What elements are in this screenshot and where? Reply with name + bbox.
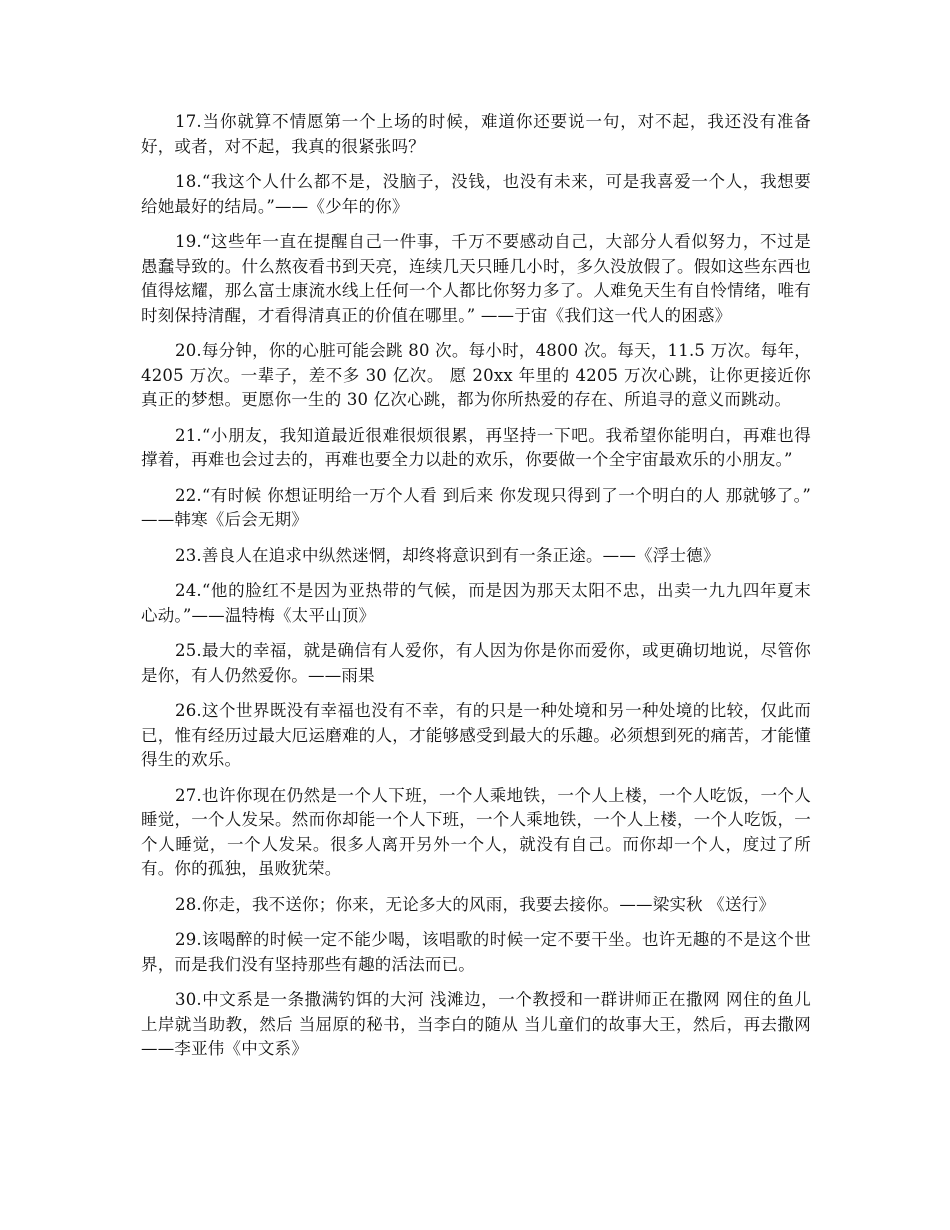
- quote-paragraph-25: 25.最大的幸福，就是确信有人爱你，有人因为你是你而爱你，或更确切地说，尽管你是你，有人仍然爱你。——雨果: [141, 641, 811, 685]
- quote-paragraph-19: 19.“这些年一直在提醒自己一件事，千万不要感动自己，大部分人看似努力，不过是愚蠢导致的。什么熬夜看书到天亮，连续几天只睡几小时，多久没放假了。假如这些东西也值得炫耀，那么富士康流水线上任何一个人都比你努力多了。人难免天生有自怜情绪，唯有时刻保持清醒，才看得清真正的价值在哪里。” ——于宙《我们这一代人的困惑》: [141, 232, 811, 325]
- quote-paragraph-27: 27.也许你现在仍然是一个人下班，一个人乘地铁，一个人上楼，一个人吃饭，一个人睡觉，一个人发呆。然而你却能一个人下班，一个人乘地铁，一个人上楼，一个人吃饭，一个人睡觉，一个人发呆。很多人离开另外一个人，就没有自己。而你却一个人，度过了所有。你的孤独，虽败犹荣。: [141, 785, 811, 878]
- quote-paragraph-26: 26.这个世界既没有幸福也没有不幸，有的只是一种处境和另一种处境的比较，仅此而已，惟有经历过最大厄运磨难的人，才能够感受到最大的乐趣。必须想到死的痛苦，才能懂得生的欢乐。: [141, 701, 811, 769]
- quote-paragraph-18: 18.“我这个人什么都不是，没脑子，没钱，也没有未来，可是我喜爱一个人，我想要给她最好的结局。”——《少年的你》: [141, 172, 811, 216]
- quote-paragraph-30: 30.中文系是一条撒满钓饵的大河 浅滩边，一个教授和一群讲师正在撒网 网住的鱼儿 上岸就当助教，然后 当屈原的秘书，当李白的随从 当儿童们的故事大王，然后，再去撒网 ——李亚伟《中文系》: [141, 990, 811, 1058]
- quote-paragraph-21: 21.“小朋友，我知道最近很难很烦很累，再坚持一下吧。我希望你能明白，再难也得撑着，再难也会过去的，再难也要全力以赴的欢乐，你要做一个全宇宙最欢乐的小朋友。”: [141, 425, 811, 469]
- quote-paragraph-24: 24.“他的脸红不是因为亚热带的气候，而是因为那天太阳不忠，出卖一九九四年夏末心动。”——温特梅《太平山顶》: [141, 581, 811, 625]
- quote-paragraph-20: 20.每分钟，你的心脏可能会跳 80 次。每小时，4800 次。每天，11.5 万次。每年，4205 万次。一辈子，差不多 30 亿次。 愿 20xx 年里的 4205 万次心跳，让你更接近你真正的梦想。更愿你一生的 30 亿次心跳，都为你所热爱的存在、所追寻的意义而跳动。: [141, 341, 811, 409]
- document-body: [141, 110, 811, 1073]
- quote-paragraph-29: 29.该喝醉的时候一定不能少喝，该唱歌的时候一定不要干坐。也许无趣的不是这个世界，而是我们没有坚持那些有趣的活法而已。: [141, 930, 811, 974]
- quote-paragraph-23: 23.善良人在追求中纵然迷惘，却终将意识到有一条正途。——《浮士德》: [175, 545, 720, 565]
- quote-paragraph-28: 28.你走，我不送你；你来，无论多大的风雨，我要去接你。——梁实秋 《送行》: [175, 894, 776, 914]
- quote-paragraph-22: 22.“有时候 你想证明给一万个人看 到后来 你发现只得到了一个明白的人 那就够了。” ——韩寒《后会无期》: [141, 485, 811, 529]
- quote-paragraph-17: 17.当你就算不情愿第一个上场的时候，难道你还要说一句，对不起，我还没有准备好，或者，对不起，我真的很紧张吗？: [141, 112, 811, 156]
